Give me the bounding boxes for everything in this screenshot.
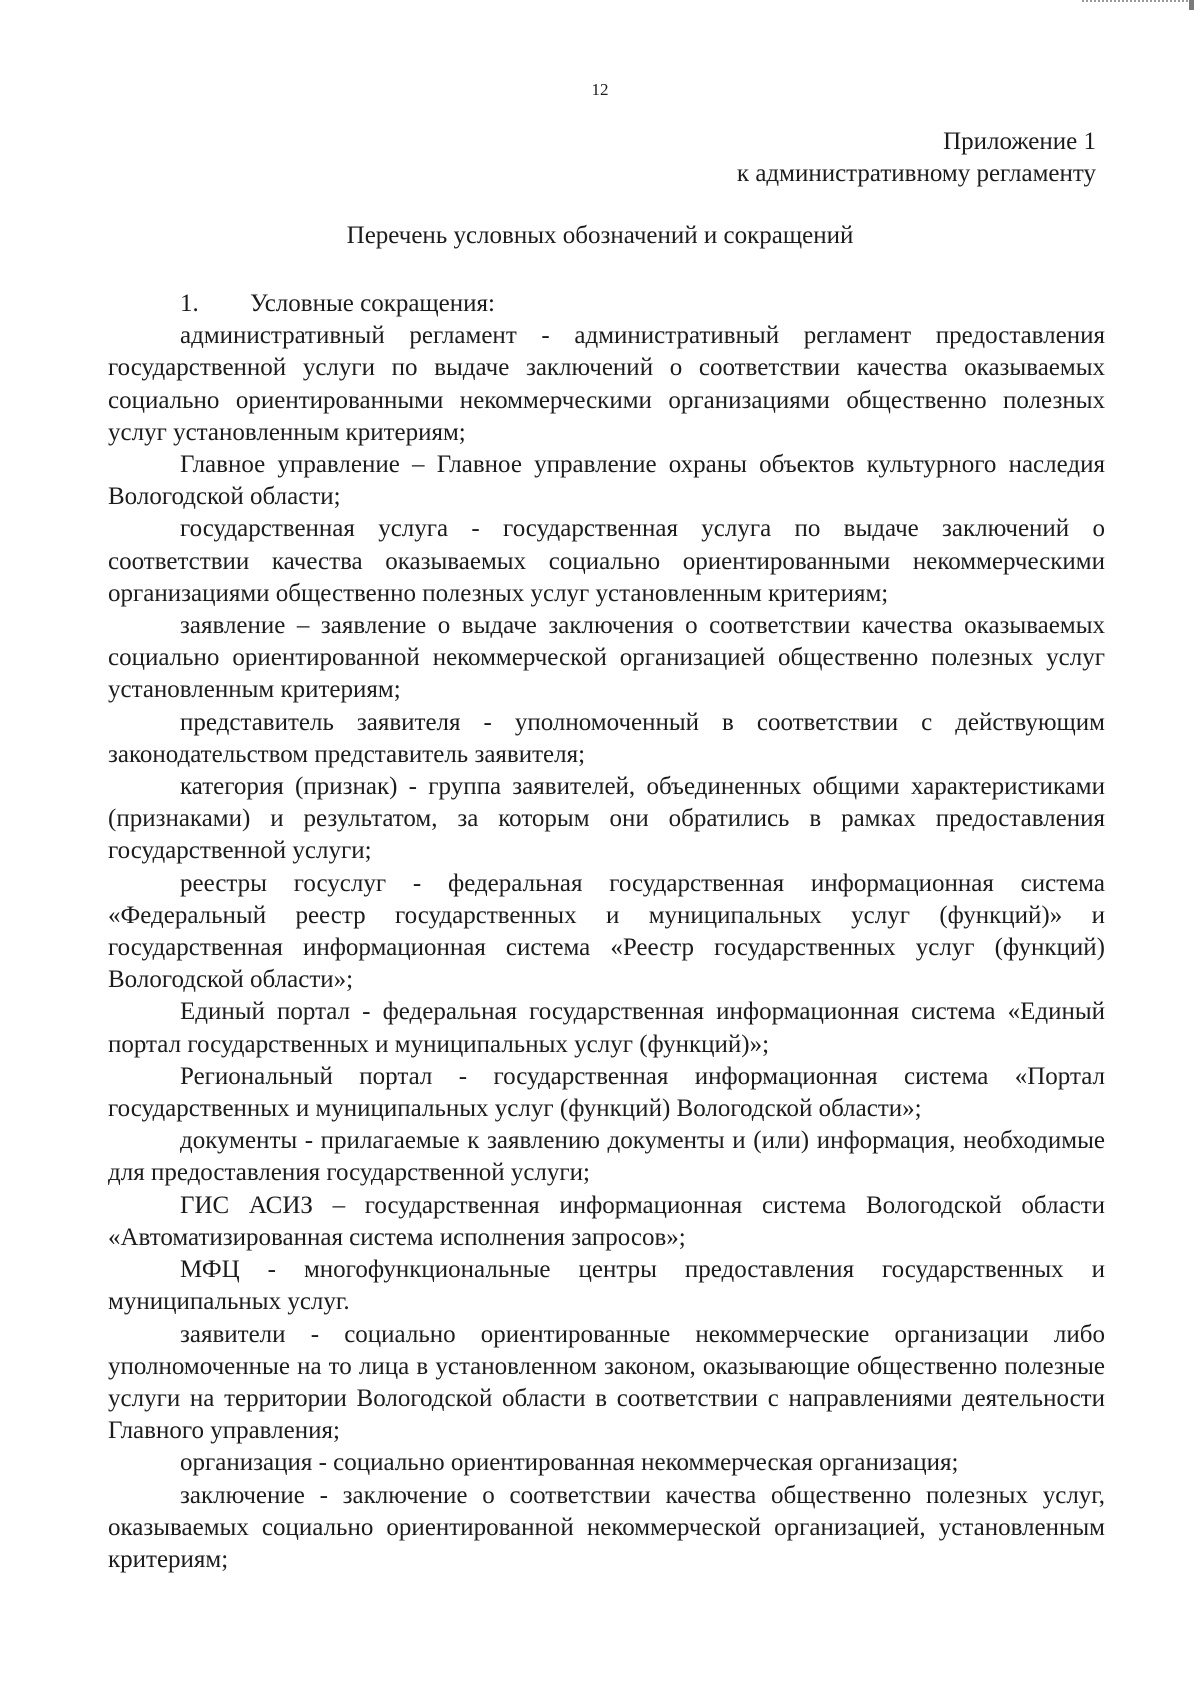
entry-service-registries: реестры госуслуг - федеральная государственная информационная система «Федеральный реестр государственных и муниципальных услуг (функций)» и государственная информационная система «Реестр государственных услуг (функций) Вологодской области»; — [108, 869, 1105, 994]
section-heading — [108, 288, 1105, 320]
entry-organization: организация - социально ориентированная некоммерческая организация; — [180, 1449, 959, 1477]
entry-category: категория (признак) - группа заявителей, объединенных общими характеристиками (признаками) и результатом, за которым они обратились в рамках предоставления государственной услуги; — [108, 773, 1105, 865]
entry-mfc: МФЦ - многофункциональные центры предоставления государственных и муниципальных услуг. — [108, 1256, 1105, 1316]
document-title: Перечень условных обозначений и сокращений — [346, 222, 854, 249]
section-number: 1. — [180, 290, 199, 317]
entry-administrative-regulation: административный регламент - административный регламент предоставления государственной услуги по выдаче заключений о соответствии качества оказываемых социально ориентированными некоммерческими организациями общественно полезных услуг установленным критериям; — [108, 322, 1105, 446]
appendix-line-2: к административному регламенту — [736, 160, 1096, 187]
entry-application: заявление – заявление о выдаче заключения о соответствии качества оказываемых социально ориентированной некоммерческой организацией общественно полезных услуг установленным критериям; — [108, 612, 1105, 704]
appendix-line-1: Приложение 1 — [943, 128, 1096, 155]
entry-state-service: государственная услуга - государственная услуга по выдаче заключений о соответствии качества оказываемых социально ориентированными некоммерческими организациями общественно полезных услуг установленным критериям; — [108, 515, 1105, 607]
appendix-reference — [737, 126, 1096, 190]
entry-main-directorate: Главное управление – Главное управление охраны объектов культурного наследия Вологодской области; — [108, 451, 1105, 511]
abbreviations-list — [108, 288, 1105, 1576]
entry-regional-portal: Региональный портал - государственная информационная система «Портал государственных и муниципальных услуг (функций) Вологодской области»; — [108, 1062, 1105, 1123]
entry-applicants: заявители - социально ориентированные некоммерческие организации либо уполномоченные на то лица в установленном законом, оказывающие общественно полезные услуги на территории Вологодской области в соответствии с направлениями деятельности Главного управления; — [108, 1320, 1105, 1445]
scan-edge-mark — [1082, 0, 1192, 5]
page-number: 12 — [591, 80, 609, 99]
entry-conclusion: заключение - заключение о соответствии качества общественно полезных услуг, оказываемых социально ориентированной некоммерческой организацией, установленным критериям; — [108, 1481, 1105, 1573]
entry-unified-portal: Единый портал - федеральная государственная информационная система «Единый портал государственных и муниципальных услуг (функций)»; — [108, 998, 1105, 1058]
entry-gis-asiz: ГИС АСИЗ – государственная информационная система Вологодской области «Автоматизированная система исполнения запросов»; — [108, 1191, 1105, 1251]
entry-applicant-representative: представитель заявителя - уполномоченный в соответствии с действующим законодательством представитель заявителя; — [108, 708, 1105, 768]
section-heading-text: Условные сокращения: — [250, 290, 495, 317]
scan-edge-block — [1189, 0, 1194, 10]
entry-documents: документы - прилагаемые к заявлению документы и (или) информация, необходимые для предоставления государственной услуги; — [108, 1127, 1105, 1187]
